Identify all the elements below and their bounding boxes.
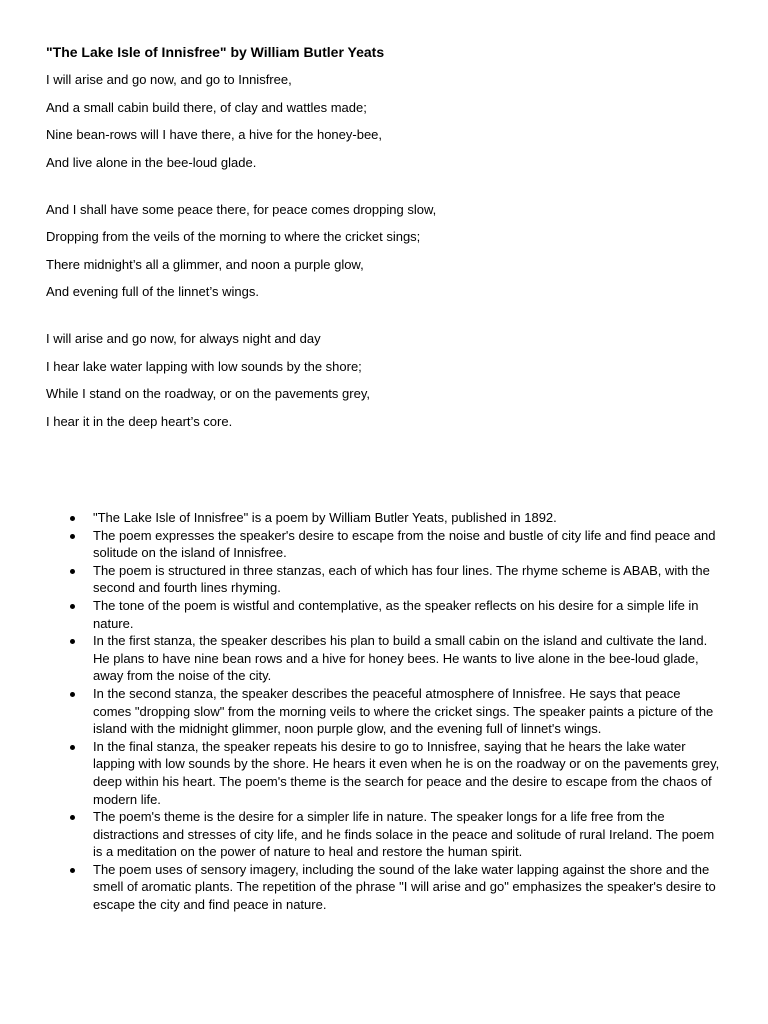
poem-line: Dropping from the veils of the morning to where the cricket sings; — [46, 229, 421, 244]
list-item — [70, 527, 720, 562]
bullet-icon — [70, 604, 75, 609]
poem-line: And evening full of the linnet’s wings. — [46, 284, 259, 299]
page-title: "The Lake Isle of Innisfree" by William Butler Yeats — [46, 44, 385, 60]
stanza-2 — [46, 200, 726, 303]
list-item-text: In the second stanza, the speaker describes the peaceful atmosphere of Innisfree. He says that peace comes "dropping slow" from the morning veils to where the cricket sings. The speaker paints a picture of the island with the midnight glimmer, noon purple glow, and the evening full of linnet's wings. — [93, 685, 714, 737]
poem-line: I will arise and go now, for always night and day — [46, 331, 321, 346]
bullet-icon — [70, 639, 75, 644]
poem-line: And live alone in the bee-loud glade. — [46, 154, 257, 170]
analysis-bullet-list — [70, 509, 720, 914]
poem-line: I hear lake water lapping with low sounds by the shore; — [46, 358, 362, 374]
list-item — [70, 685, 720, 738]
poem-line: While I stand on the roadway, or on the pavements grey, — [46, 386, 370, 401]
poem-line: And a small cabin build there, of clay and wattles made; — [46, 99, 367, 115]
bullet-icon — [70, 868, 75, 873]
list-item-text: The poem expresses the speaker's desire to escape from the noise and bustle of city life and find peace and solitude on the island of Innisfree. — [93, 527, 716, 561]
stanza-3 — [46, 329, 726, 432]
poem-line: I will arise and go now, and go to Innisfree, — [46, 72, 292, 87]
bullet-icon — [70, 692, 75, 697]
poem-line: Nine bean-rows will I have there, a hive for the honey-bee, — [46, 127, 383, 142]
list-item-text: The poem's theme is the desire for a simpler life in nature. The speaker longs for a life free from the distractions and stresses of city life, and he finds solace in the peace and solitude of rural Ireland. The poem is a meditation on the power of nature to heal and restore the human spirit. — [93, 809, 715, 860]
stanza-1 — [46, 70, 726, 173]
list-item-text: The poem uses of sensory imagery, including the sound of the lake water lapping against the shore and the smell of aromatic plants. The repetition of the phrase "I will arise and go" emphasizes the speaker's desire to escape the city and find peace in nature. — [93, 861, 716, 913]
list-item — [70, 597, 720, 632]
bullet-icon — [70, 745, 75, 750]
list-item — [70, 509, 720, 527]
list-item-text: In the first stanza, the speaker describes his plan to build a small cabin on the island and cultivate the land. He plans to have nine bean rows and a hive for honey bees. He wants to live alone in the bee-loud glade, away from the noise of the city. — [93, 633, 708, 684]
poem-line: There midnight’s all a glimmer, and noon a purple glow, — [46, 256, 364, 272]
list-item — [70, 562, 720, 597]
bullet-icon — [70, 815, 75, 820]
list-item — [70, 861, 720, 914]
bullet-icon — [70, 569, 75, 574]
poem-line: And I shall have some peace there, for peace comes dropping slow, — [46, 201, 437, 217]
list-item — [70, 738, 720, 808]
list-item-text: The poem is structured in three stanzas, each of which has four lines. The rhyme scheme is ABAB, with the second and fourth lines rhyming. — [93, 562, 710, 596]
list-item-text: In the final stanza, the speaker repeats his desire to go to Innisfree, saying that he hears the lake water lapping with low sounds by the shore. He hears it even when he is on the roadway or on the pavements grey, deep within his heart. The poem's theme is the search for peace and the desire to escape from the chaos of modern life. — [93, 738, 720, 807]
poem-line: I hear it in the deep heart’s core. — [46, 413, 233, 429]
list-item — [70, 808, 720, 861]
list-item-text: The tone of the poem is wistful and contemplative, as the speaker reflects on his desire for a simple life in nature. — [93, 597, 699, 631]
list-item — [70, 632, 720, 685]
bullet-icon — [70, 516, 75, 521]
list-item-text: "The Lake Isle of Innisfree" is a poem by William Butler Yeats, published in 1892. — [93, 510, 557, 525]
poem — [46, 70, 726, 459]
bullet-icon — [70, 534, 75, 539]
